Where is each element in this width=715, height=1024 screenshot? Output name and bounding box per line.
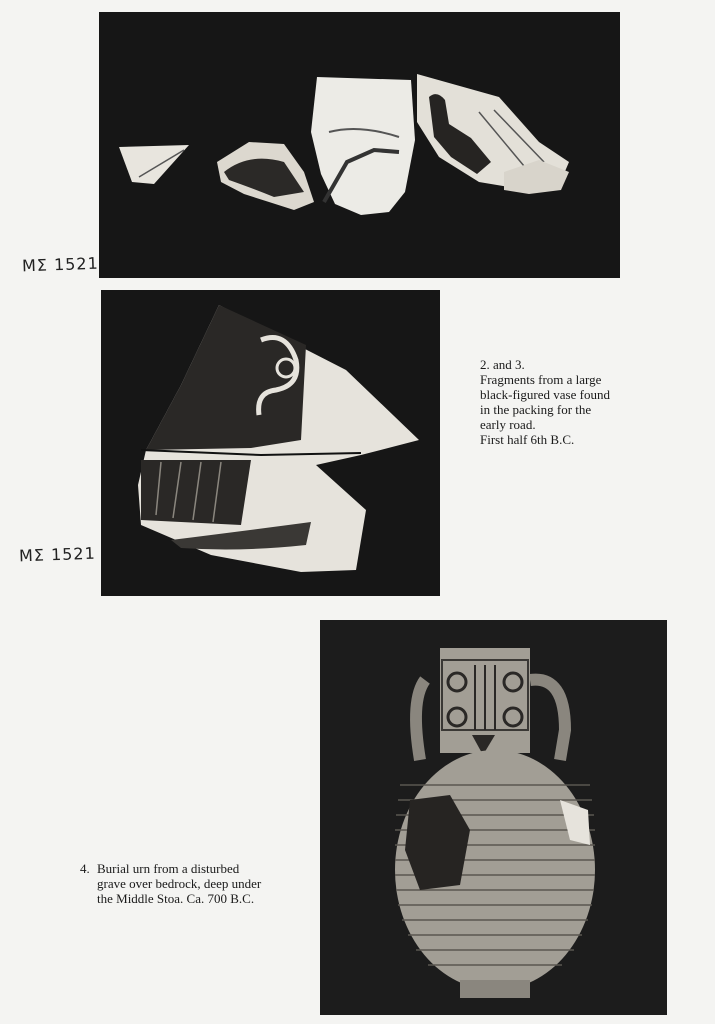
large-sherd-image (101, 290, 440, 596)
caption-line: grave over bedrock, deep under (97, 876, 262, 891)
caption-line: the Middle Stoa. Ca. 700 B.C. (97, 891, 255, 906)
caption-burial-urn (80, 861, 261, 906)
fragments-row-image (99, 12, 620, 278)
caption-fragments (480, 357, 610, 447)
caption-line: Fragments from a large (480, 372, 602, 387)
handwritten-inventory-number: ΜΣ 1521 (21, 253, 100, 276)
burial-urn-image (320, 620, 667, 1015)
caption-line: black-figured vase found (480, 387, 610, 402)
caption-line: in the packing for the (480, 402, 592, 417)
photo-plate-burial-urn (320, 620, 667, 1015)
caption-line: First half 6th B.C. (480, 432, 575, 447)
handwritten-inventory-number: ΜΣ 1521 (18, 543, 97, 566)
photo-plate-fragments-row (99, 12, 620, 278)
photo-plate-large-sherd (101, 290, 440, 596)
caption-number: 4. (80, 861, 90, 876)
caption-line: early road. (480, 417, 536, 432)
caption-line: Burial urn from a disturbed (97, 861, 240, 876)
caption-line: 2. and 3. (480, 357, 525, 372)
